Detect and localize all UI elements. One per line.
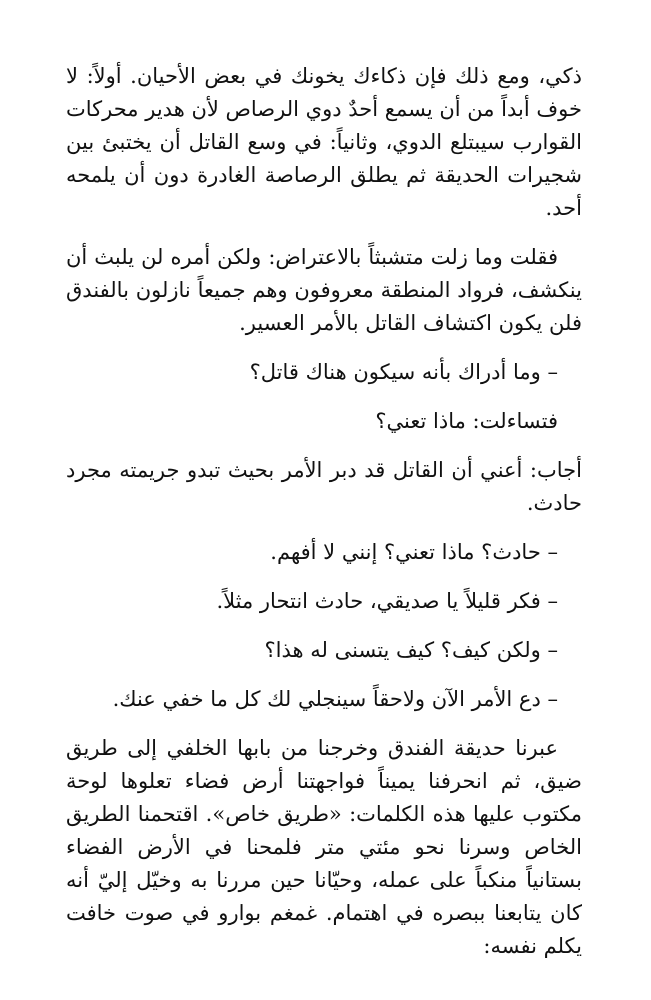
text-column [66, 60, 582, 990]
dialogue-line-what-mean: فتساءلت: ماذا تعني؟ [375, 409, 558, 433]
paragraph-objection: فقلت وما زلت متشبثاً بالاعتراض: ولكن أمره لن يلبث أن ينكشف، فرواد المنطقة معروفون وهم جميعاً نازلون بالفندق فلن يكون اكتشاف القاتل بالأمر العسير. [66, 245, 582, 335]
paragraph-private-road: عبرنا حديقة الفندق وخرجنا من بابها الخلفي إلى طريق ضيق، ثم انحرفنا يميناً فواجهتنا أرض فضاء تعلوها لوحة مكتوب عليها هذه الكلمات: «طريق خاص». اقتحمنا الطريق الخاص وسرنا نحو مئتي متر فلمحنا في الأرض الفضاء بستانياً منكباً على عمله، وحيّانا حين مررنا به وخيّل إليّ أنه كان يتابعنا ببصره في اهتمام. غمغم بوارو في صوت خافت يكلم نفسه: [66, 736, 582, 958]
dialogue-line-later: – دع الأمر الآن ولاحقاً سينجلي لك كل ما خفي عنك. [112, 687, 558, 711]
paragraph-clever-intelligence: ذكي، ومع ذلك فإن ذكاءك يخونك في بعض الأحيان. أولاً: لا خوف أبداً من أن يسمع أحدٌ دوي الرصاص لأن هدير محركات القوارب سيبتلع الدوي، وثانياً: في وسع القاتل أن يختبئ بين شجيرات الحديقة ثم يطلق الرصاصة الغادرة دون أن يلمحه أحد. [66, 64, 582, 220]
dialogue-line-suicide: – فكر قليلاً يا صديقي، حادث انتحار مثلاً. [216, 589, 558, 613]
paragraph-answer-accident: أجاب: أعني أن القاتل قد دبر الأمر بحيث تبدو جريمته مجرد حادث. [66, 458, 582, 515]
dialogue-line-how: – ولكن كيف؟ كيف يتسنى له هذا؟ [264, 638, 558, 662]
dialogue-line-accident: – حادث؟ ماذا تعني؟ إنني لا أفهم. [270, 540, 558, 564]
dialogue-line-killer: – وما أدراك بأنه سيكون هناك قاتل؟ [249, 360, 558, 384]
